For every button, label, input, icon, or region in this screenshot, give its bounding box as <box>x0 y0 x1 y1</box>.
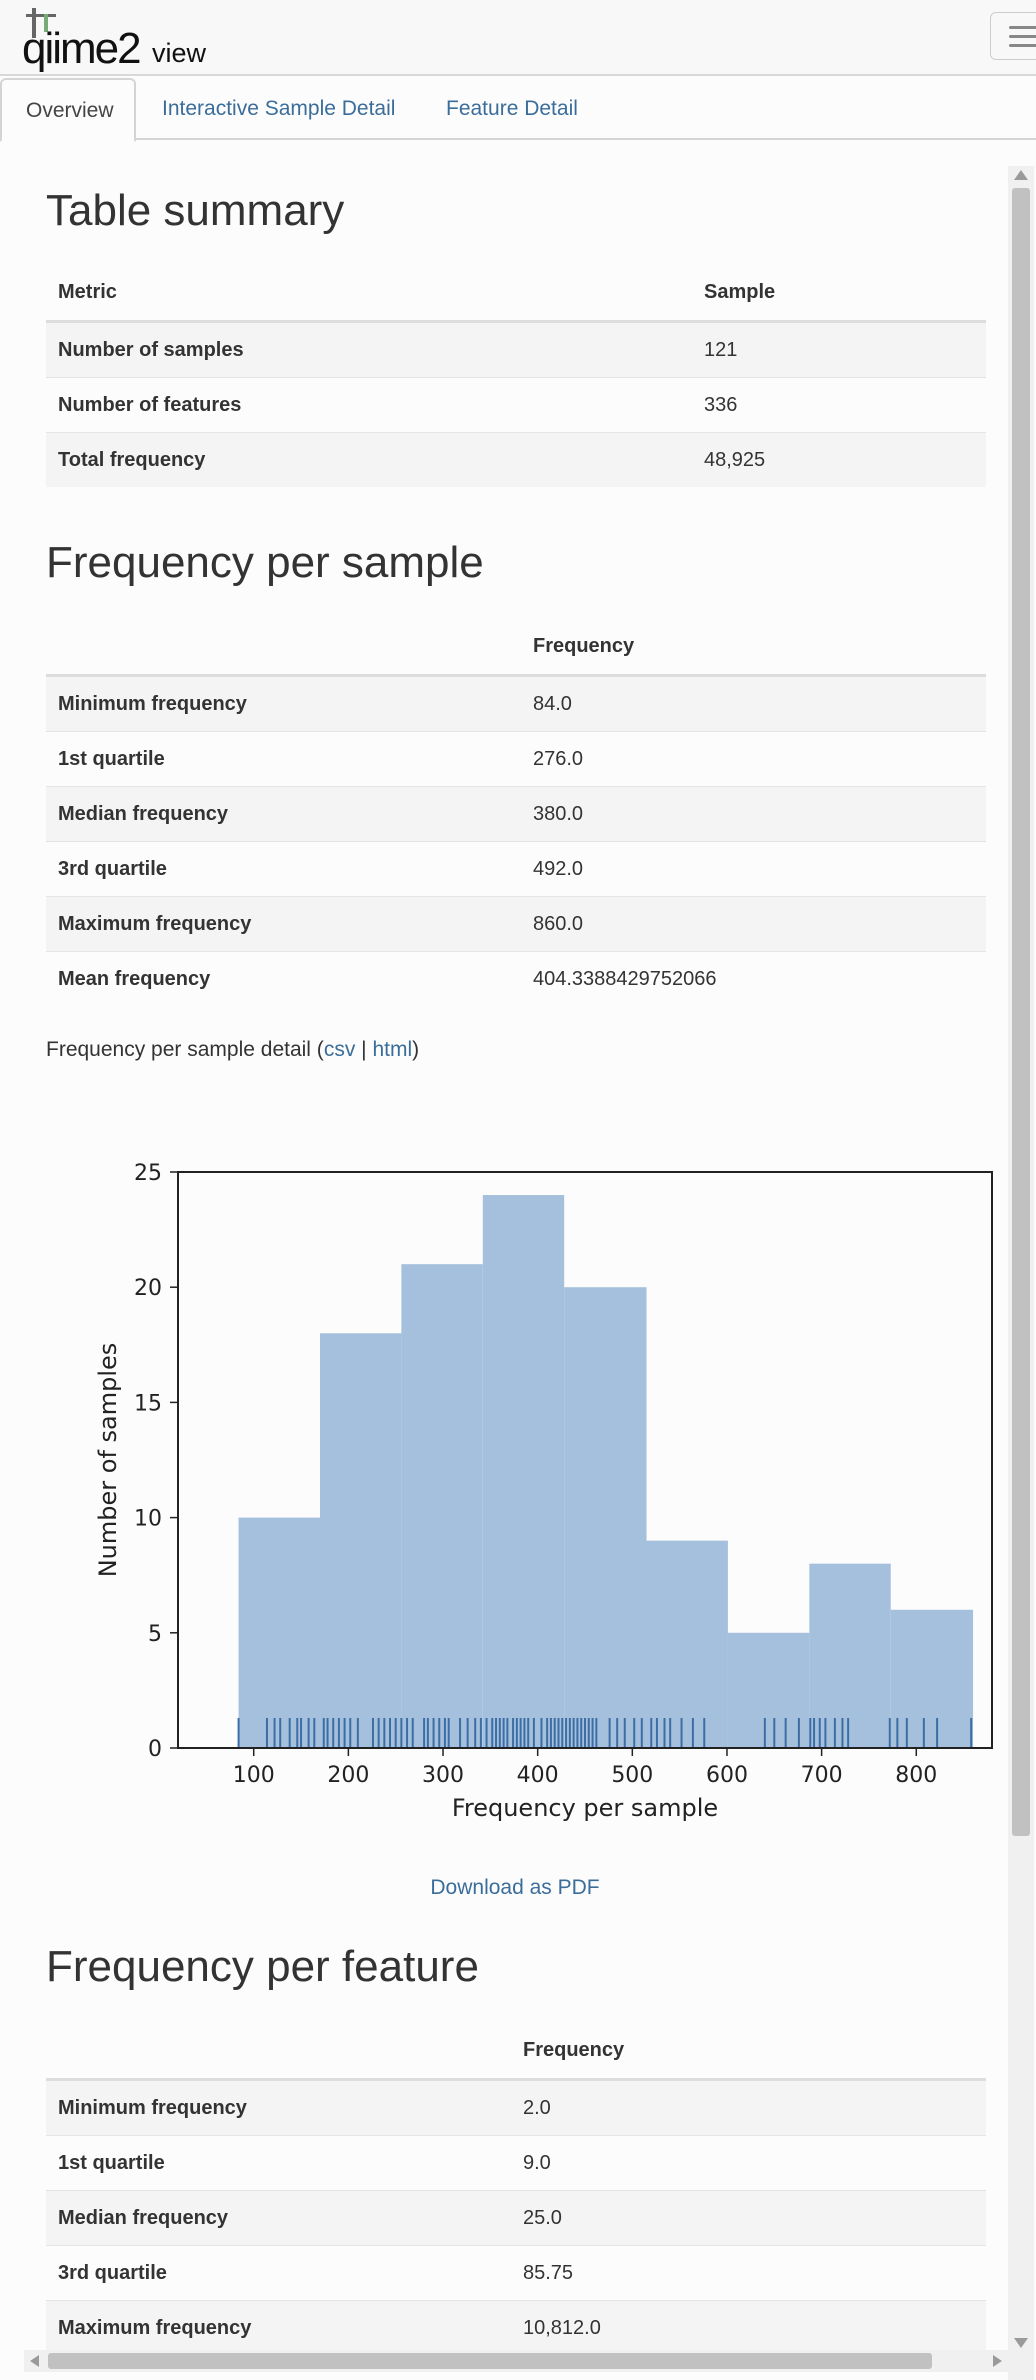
table-row <box>46 2191 986 2246</box>
row-value: 380.0 <box>521 787 986 842</box>
histogram-bar <box>401 1264 482 1748</box>
y-tick-label: 0 <box>148 1737 162 1762</box>
row-label: Median frequency <box>46 787 521 842</box>
row-label: Mean frequency <box>46 952 521 1007</box>
table-row <box>46 2301 986 2356</box>
row-value: 492.0 <box>521 842 986 897</box>
column-header: Frequency <box>521 618 986 676</box>
table-row <box>46 897 986 952</box>
row-label: Maximum frequency <box>46 897 521 952</box>
column-header: Metric <box>46 264 692 322</box>
x-axis-label: Frequency per sample <box>451 1794 719 1822</box>
histogram-bar <box>728 1633 809 1748</box>
row-value: 860.0 <box>521 897 986 952</box>
x-tick-label: 700 <box>800 1763 843 1788</box>
row-value: 48,925 <box>692 433 986 488</box>
histogram-bar <box>564 1287 646 1748</box>
table-row <box>46 433 986 488</box>
vertical-scrollbar[interactable] <box>1008 166 1034 2380</box>
x-tick-label: 300 <box>422 1763 465 1788</box>
navbar <box>0 0 1036 76</box>
column-header-blank <box>46 2022 511 2080</box>
vertical-scroll-thumb[interactable] <box>1012 188 1030 1836</box>
row-value: 121 <box>692 322 986 378</box>
column-header-blank <box>46 618 521 676</box>
logo-text: qiime2 <box>22 24 140 73</box>
row-label: Maximum frequency <box>46 2301 511 2356</box>
y-tick-label: 10 <box>134 1506 162 1532</box>
y-tick-label: 20 <box>134 1276 162 1302</box>
y-tick-label: 5 <box>148 1621 162 1647</box>
histogram-bar <box>809 1564 890 1748</box>
column-header: Sample <box>692 264 986 322</box>
horizontal-scrollbar[interactable] <box>24 2350 1008 2372</box>
row-label: Minimum frequency <box>46 676 521 732</box>
frequency-histogram <box>80 1140 1010 1830</box>
row-value: 276.0 <box>521 732 986 787</box>
table-row <box>46 378 986 433</box>
hamburger-icon <box>1009 26 1036 29</box>
table-row <box>46 842 986 897</box>
row-value: 25.0 <box>511 2191 986 2246</box>
freq-per-feature-table <box>46 2022 986 2355</box>
histogram-bar <box>891 1610 973 1748</box>
row-value: 84.0 <box>521 676 986 732</box>
table-row <box>46 732 986 787</box>
detail-prefix: Frequency per sample detail ( <box>46 1038 324 1061</box>
x-tick-label: 800 <box>895 1763 938 1788</box>
row-value: 85.75 <box>511 2246 986 2301</box>
tab-bar <box>0 78 1036 140</box>
row-label: 3rd quartile <box>46 2246 511 2301</box>
table-row <box>46 787 986 842</box>
scroll-right-arrow-icon[interactable] <box>993 2355 1002 2367</box>
horizontal-scroll-thumb[interactable] <box>48 2353 932 2369</box>
csv-link[interactable]: csv <box>323 1038 356 1061</box>
row-label: Number of features <box>46 378 692 433</box>
x-tick-label: 200 <box>327 1763 370 1788</box>
menu-toggle-button[interactable] <box>990 12 1036 60</box>
freq-per-sample-title: Frequency per sample <box>46 538 484 587</box>
download-pdf-link[interactable]: Download as PDF <box>430 1876 600 1899</box>
table-row <box>46 952 986 1007</box>
x-tick-label: 100 <box>232 1763 275 1788</box>
row-label: 3rd quartile <box>46 842 521 897</box>
tab-feature-detail[interactable]: Feature Detail <box>446 97 578 120</box>
x-tick-label: 500 <box>611 1763 654 1788</box>
y-tick-label: 25 <box>134 1161 162 1186</box>
table-row <box>46 2080 986 2136</box>
sample-detail-links <box>46 1038 419 1062</box>
row-value: 10,812.0 <box>511 2301 986 2356</box>
y-tick-label: 15 <box>134 1391 162 1417</box>
y-axis-label: Number of samples <box>94 1342 122 1578</box>
detail-separator: | <box>355 1038 373 1061</box>
histogram-bar <box>483 1195 564 1748</box>
table-summary-title: Table summary <box>46 186 345 235</box>
tab-interactive-sample-detail[interactable]: Interactive Sample Detail <box>162 97 396 120</box>
table-row <box>46 322 986 378</box>
freq-per-sample-table <box>46 618 986 1006</box>
html-link[interactable]: html <box>372 1038 413 1061</box>
qiime2-logo[interactable] <box>22 6 222 73</box>
table-row <box>46 2246 986 2301</box>
table-summary-table <box>46 264 986 487</box>
row-label: Total frequency <box>46 433 692 488</box>
hamburger-bar <box>1009 44 1036 47</box>
column-header: Frequency <box>511 2022 986 2080</box>
freq-per-feature-title: Frequency per feature <box>46 1942 479 1991</box>
row-label: Minimum frequency <box>46 2080 511 2136</box>
logo-suffix: view <box>152 38 207 68</box>
table-row <box>46 676 986 732</box>
table-row <box>46 2136 986 2191</box>
row-label: 1st quartile <box>46 732 521 787</box>
detail-suffix: ) <box>412 1038 420 1061</box>
row-value: 2.0 <box>511 2080 986 2136</box>
scroll-up-arrow-icon[interactable] <box>1014 170 1028 180</box>
row-value: 336 <box>692 378 986 433</box>
row-value: 9.0 <box>511 2136 986 2191</box>
row-label: Median frequency <box>46 2191 511 2246</box>
tab-overview[interactable]: Overview <box>0 78 136 142</box>
scroll-down-arrow-icon[interactable] <box>1014 2338 1028 2348</box>
x-tick-label: 600 <box>705 1763 748 1788</box>
row-label: Number of samples <box>46 322 692 378</box>
histogram-bar <box>647 1541 728 1748</box>
histogram-bar <box>239 1518 320 1748</box>
row-label: 1st quartile <box>46 2136 511 2191</box>
row-value: 404.3388429752066 <box>521 952 986 1007</box>
histogram-bar <box>320 1333 401 1748</box>
hamburger-bar <box>1009 35 1036 38</box>
scroll-left-arrow-icon[interactable] <box>30 2355 39 2367</box>
x-tick-label: 400 <box>516 1763 559 1788</box>
